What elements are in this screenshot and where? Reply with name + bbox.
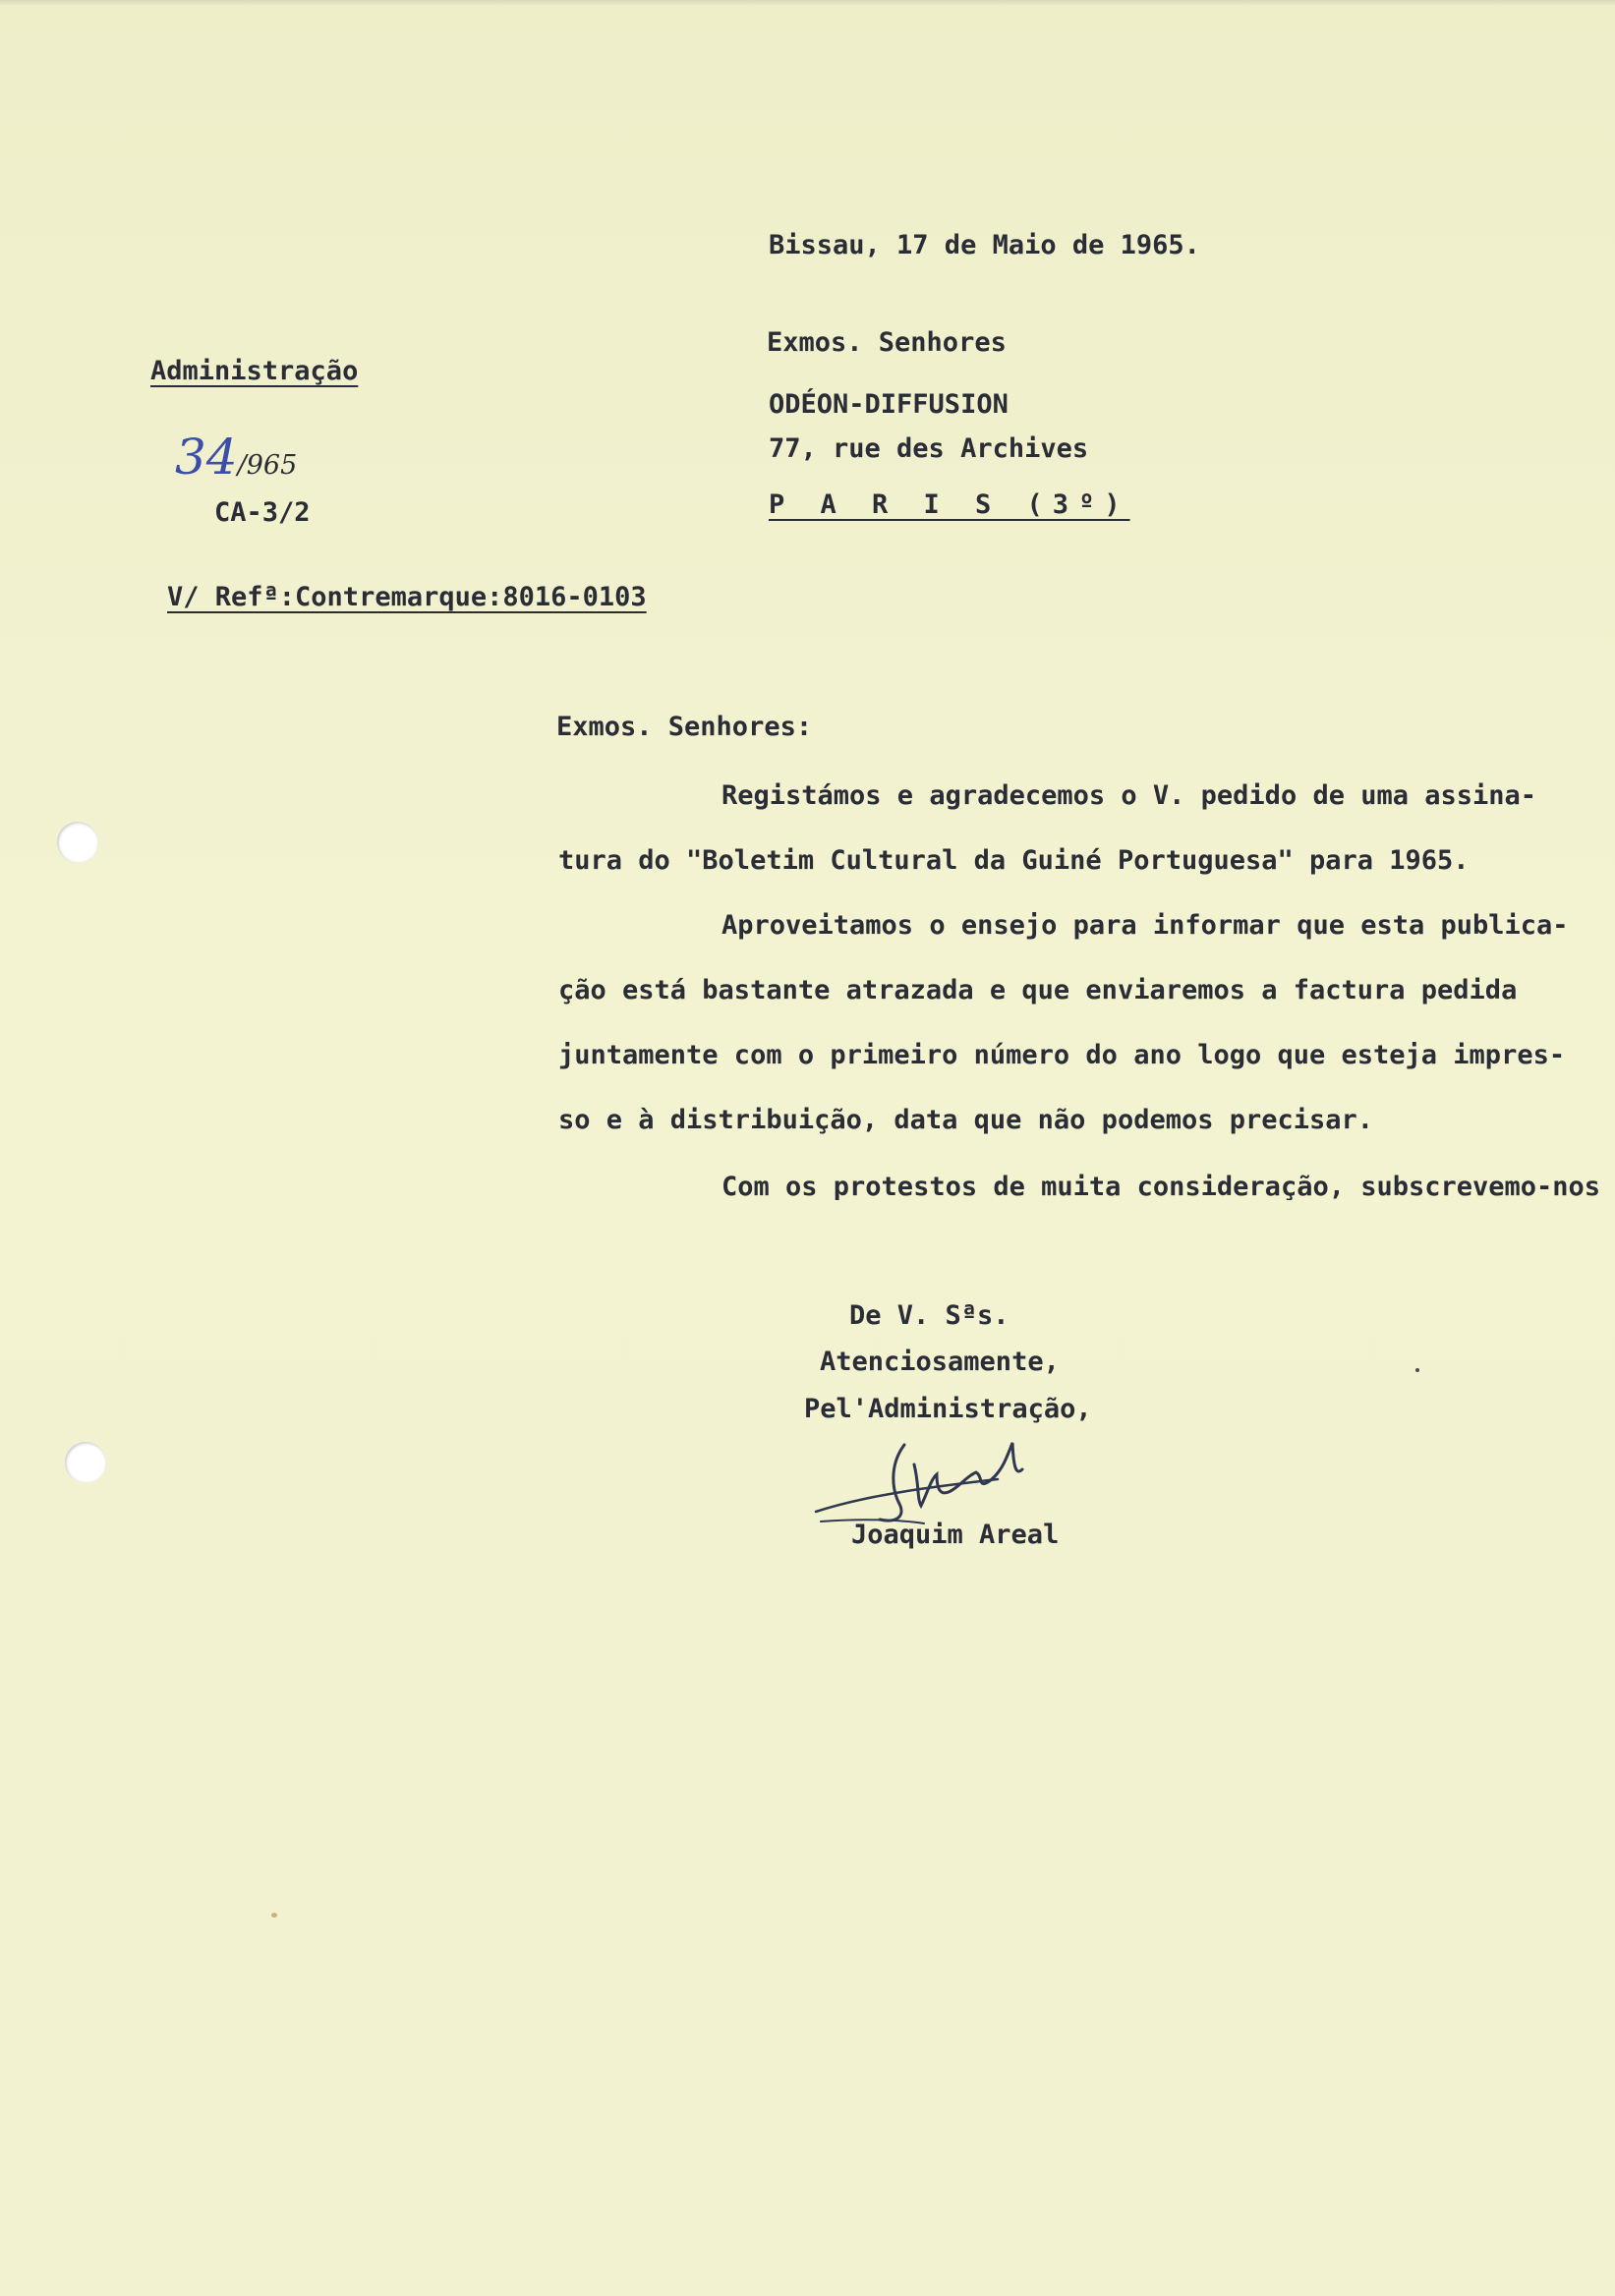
- recipient-street: 77, rue des Archives: [769, 433, 1089, 464]
- recipient-name: ODÉON-DIFFUSION: [769, 389, 1009, 420]
- body-line: so e à distribuição, data que não podemos precisar.: [558, 1105, 1374, 1135]
- your-reference: V/ Refª:Contremarque:8016-0103: [167, 582, 647, 612]
- signatory-name: Joaquim Areal: [851, 1520, 1060, 1550]
- paper-speck: [1415, 1368, 1419, 1372]
- date-line: Bissau, 17 de Maio de 1965.: [769, 230, 1200, 260]
- punch-hole-top: [57, 822, 98, 863]
- paper-speck: [271, 1913, 277, 1918]
- recipient-salutation: Exmos. Senhores: [767, 327, 1007, 358]
- body-line: Aproveitamos o ensejo para informar que esta publica-: [721, 910, 1569, 941]
- department-heading: Administração: [150, 356, 359, 386]
- closing-line-1: De V. Sªs.: [849, 1300, 1009, 1331]
- body-greeting: Exmos. Senhores:: [556, 712, 813, 742]
- recipient-city: P A R I S (3º): [769, 489, 1130, 520]
- body-line: ção está bastante atrazada e que enviaremos a factura pedida: [558, 975, 1518, 1005]
- punch-hole-bottom: [65, 1442, 106, 1483]
- body-line: Registámos e agradecemos o V. pedido de uma assina-: [721, 780, 1537, 811]
- body-line: tura do "Boletim Cultural da Guiné Portuguesa" para 1965.: [558, 845, 1470, 876]
- reference-number: [175, 429, 298, 486]
- number-suffix: /965: [237, 450, 298, 481]
- closing-line-2: Atenciosamente,: [820, 1347, 1060, 1377]
- paper-edge: [0, 0, 1615, 6]
- body-line: Com os protestos de muita consideração, subscrevemo-nos: [721, 1174, 1601, 1200]
- closing-line-3: Pel'Administração,: [804, 1394, 1092, 1424]
- file-code: CA-3/2: [214, 497, 311, 528]
- body-line: juntamente com o primeiro número do ano logo que esteja impres-: [558, 1040, 1566, 1070]
- handwritten-number: 34: [175, 429, 238, 486]
